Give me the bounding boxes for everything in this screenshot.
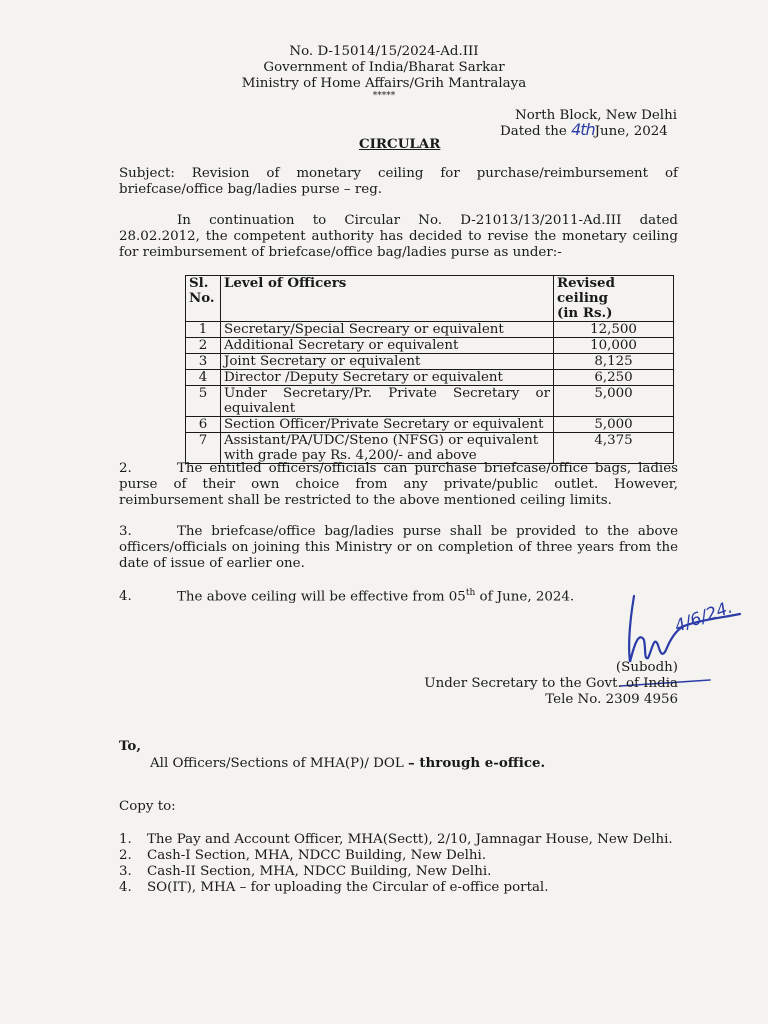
table-row (186, 322, 674, 338)
government-line: Government of India/Bharat Sarkar (263, 60, 505, 75)
file-number: No. D-15014/15/2024-Ad.III (289, 44, 479, 59)
para3-line-1: 3. The briefcase/office bag/ladies purse shall be provided to the above (119, 524, 678, 539)
row-level: Assistant/PA/UDC/Steno (NFSG) or equivalent with grade pay Rs. 4,200/- and above (221, 433, 554, 464)
intro-line-2: 28.02.2012, the competent authority has decided to revise the monetary ceiling (119, 229, 678, 244)
row-ceiling: 4,375 (554, 433, 674, 464)
circular-title: CIRCULAR (359, 136, 441, 152)
row-ceiling: 12,500 (554, 322, 674, 338)
intro-line-1: In continuation to Circular No. D-21013/13/2011-Ad.III dated (177, 213, 678, 228)
copy-to-label: Copy to: (119, 799, 176, 814)
table-row (186, 354, 674, 370)
subject-line-2: briefcase/office bag/ladies purse – reg. (119, 182, 383, 197)
intro-line-3: for reimbursement of briefcase/office bag/ladies purse as under:- (119, 245, 562, 260)
list-item: 1. The Pay and Account Officer, MHA(Sectt), 2/10, Jamnagar House, New Delhi. (119, 832, 673, 847)
dated-prefix: Dated the (500, 124, 567, 139)
signatory-name: (Subodh) (615, 660, 678, 675)
row-level: Joint Secretary or equivalent (221, 354, 554, 370)
row-sl: 4 (186, 370, 221, 386)
copy-list (119, 832, 673, 896)
table-row (186, 338, 674, 354)
para2-line-1: 2. The entitled officers/officials can purchase briefcase/office bags, ladies (119, 461, 678, 476)
row-ceiling: 5,000 (554, 386, 674, 417)
paragraph-2 (119, 461, 678, 509)
row-sl: 6 (186, 417, 221, 433)
row-level: Secretary/Special Secreary or equivalent (221, 322, 554, 338)
dated-line (500, 122, 680, 140)
signature-date: 4/6/24. (672, 597, 736, 637)
row-sl: 5 (186, 386, 221, 417)
row-level: Director /Deputy Secretary or equivalent (221, 370, 554, 386)
para2-line-2: purse of their own choice from any private/public outlet. However, (119, 477, 678, 492)
row-level: Section Officer/Private Secretary or equivalent (221, 417, 554, 433)
row-sl: 7 (186, 433, 221, 464)
row-level: Additional Secretary or equivalent (221, 338, 554, 354)
header-level: Level of Officers (221, 276, 554, 322)
dated-suffix: June, 2024 (594, 124, 668, 139)
subject-line-1: Subject: Revision of monetary ceiling for purchase/reimbursement of (119, 166, 678, 181)
row-sl: 3 (186, 354, 221, 370)
header-stars: ***** (372, 91, 396, 101)
row-ceiling: 10,000 (554, 338, 674, 354)
header-ceiling: Revised ceiling (in Rs.) (554, 276, 674, 322)
para3-line-3: date of issue of earlier one. (119, 556, 305, 571)
table-header-row (186, 276, 674, 322)
list-item: 4. SO(IT), MHA – for uploading the Circular of e-office portal. (119, 880, 549, 895)
list-item: 3. Cash-II Section, MHA, NDCC Building, New Delhi. (119, 864, 492, 879)
handwritten-day: 4th (571, 120, 595, 139)
signatory-tele: Tele No. 2309 4956 (545, 692, 678, 707)
table-row (186, 417, 674, 433)
to-recipients: All Officers/Sections of MHA(P)/ DOL – through e-office. (150, 755, 546, 771)
signatory-designation: Under Secretary to the Govt. of India (424, 676, 678, 691)
intro-paragraph (119, 213, 678, 261)
to-label: To, (119, 738, 142, 754)
subject (119, 166, 678, 198)
row-ceiling: 8,125 (554, 354, 674, 370)
table-row (186, 386, 674, 417)
row-sl: 1 (186, 322, 221, 338)
row-sl: 2 (186, 338, 221, 354)
ministry-line: Ministry of Home Affairs/Grih Mantralaya (241, 76, 527, 91)
list-item: 2. Cash-I Section, MHA, NDCC Building, New Delhi. (119, 848, 487, 863)
para3-line-2: officers/officials on joining this Ministry or on completion of three years from the (119, 540, 678, 555)
row-ceiling: 5,000 (554, 417, 674, 433)
paragraph-4: 4. The above ceiling will be effective from 05th of June, 2024. (119, 588, 575, 605)
para2-line-3: reimbursement shall be restricted to the above mentioned ceiling limits. (119, 493, 612, 508)
header-sl-no: Sl. No. (186, 276, 221, 322)
table-row (186, 370, 674, 386)
row-ceiling: 6,250 (554, 370, 674, 386)
ceiling-table (185, 275, 674, 464)
table-row (186, 433, 674, 464)
place-line: North Block, New Delhi (515, 108, 677, 123)
paragraph-3 (119, 524, 678, 572)
row-level: Under Secretary/Pr. Private Secretary or equivalent (221, 386, 554, 417)
